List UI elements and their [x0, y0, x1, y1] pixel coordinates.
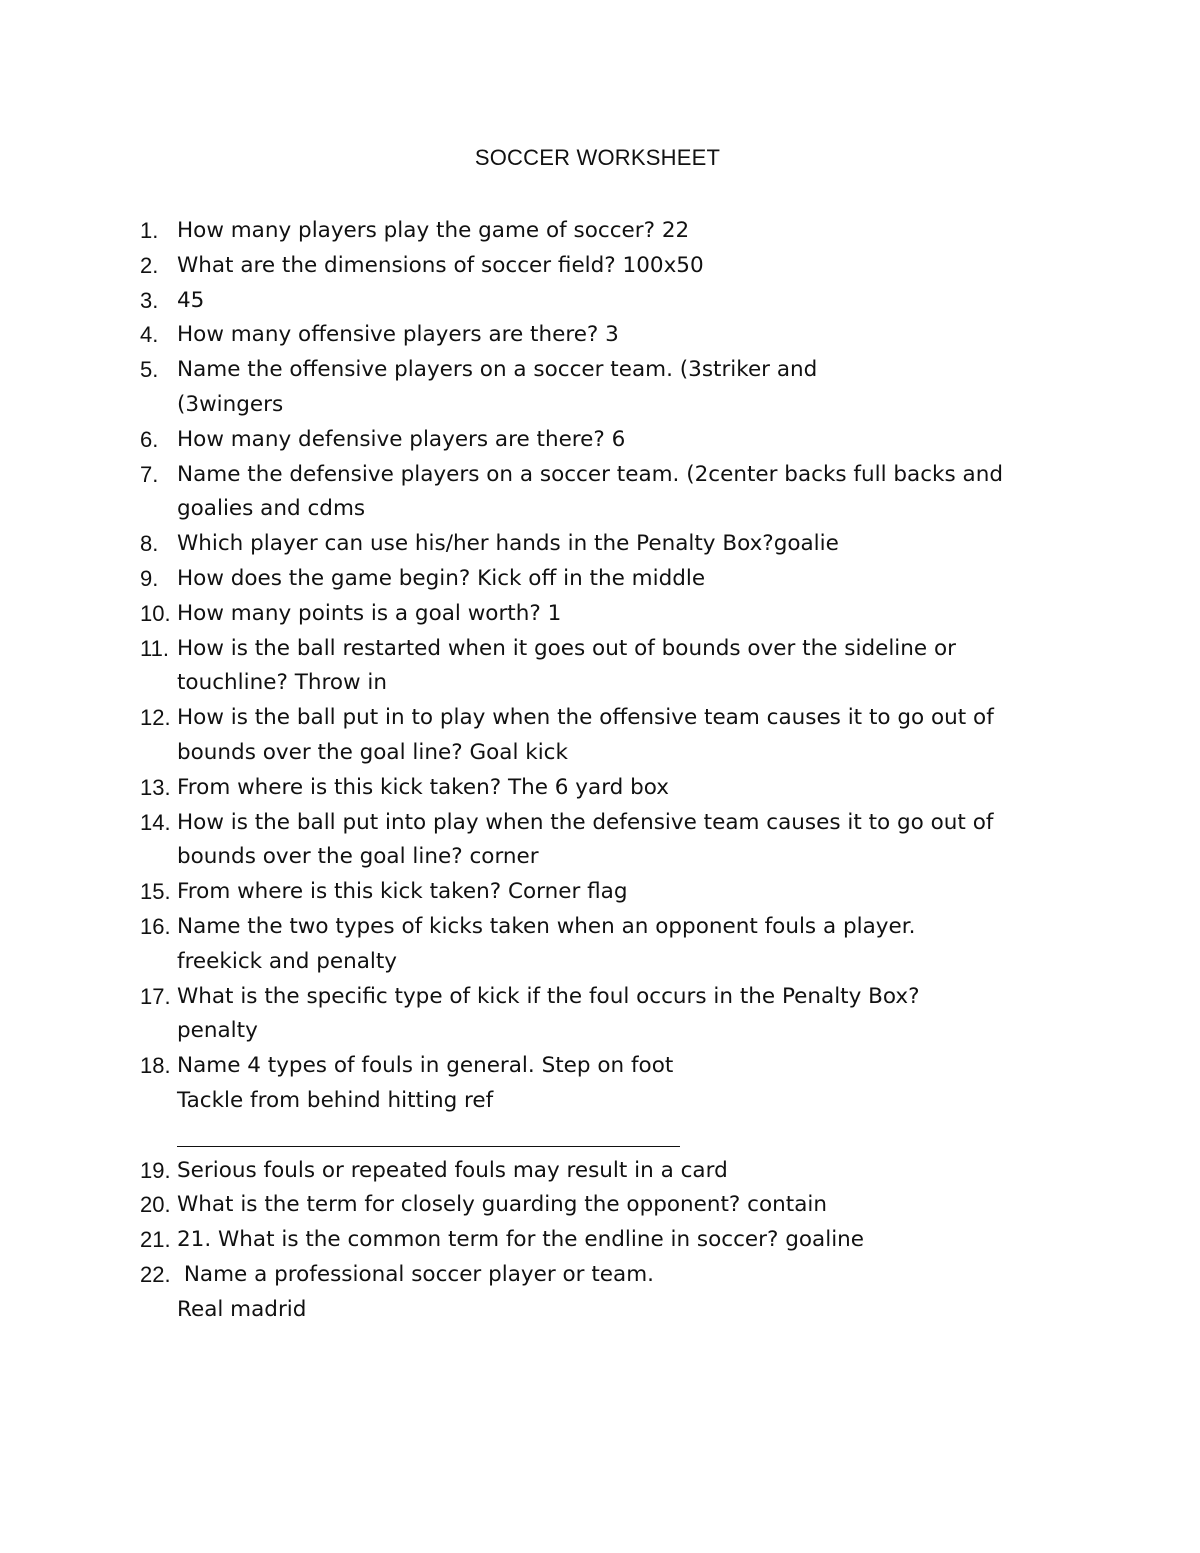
item-text: 45 [177, 287, 205, 313]
item-text-continued: freekick and penalty [177, 948, 398, 974]
item-number: 6. [140, 426, 159, 452]
list-item [140, 875, 1040, 910]
list-item [140, 1188, 1040, 1223]
item-text: How is the ball put into play when the defensive team causes it to go out of [177, 809, 994, 835]
item-text: How does the game begin? Kick off in the middle [177, 565, 706, 591]
item-number: 17. [140, 983, 171, 1009]
question-list [140, 214, 1040, 1328]
list-item [140, 527, 1040, 562]
item-number: 22. [140, 1261, 171, 1287]
list-item [140, 632, 1040, 702]
item-text: How many players play the game of soccer? 22 [177, 218, 690, 243]
item-text-continued: Real madrid [177, 1296, 307, 1322]
list-item [140, 318, 1040, 353]
item-text-continued: touchline? Throw in [177, 670, 388, 696]
item-number: 14. [140, 809, 171, 835]
list-item [140, 597, 1040, 632]
item-text: Name the offensive players on a soccer team. (3striker and [177, 357, 818, 383]
answer-blank-row [140, 1119, 1040, 1154]
item-text: What is the specific type of kick if the foul occurs in the Penalty Box? [177, 983, 920, 1009]
list-item [140, 214, 1040, 249]
list-item [140, 562, 1040, 597]
item-number: 4. [140, 322, 159, 348]
item-text: Name the two types of kicks taken when an opponent fouls a player. [177, 913, 916, 939]
item-number: 11. [140, 635, 169, 661]
item-number: 12. [140, 705, 171, 731]
item-text: Name the defensive players on a soccer team. (2center backs full backs and [177, 461, 1003, 487]
list-item [140, 284, 1040, 319]
item-number: 18. [140, 1053, 171, 1079]
item-text: Serious fouls or repeated fouls may result in a card [177, 1157, 728, 1183]
list-item [140, 1154, 1040, 1189]
item-text-continued: bounds over the goal line? Goal kick [177, 739, 568, 765]
item-number: 8. [140, 531, 159, 557]
list-item [140, 249, 1040, 284]
item-text-continued: bounds over the goal line? corner [177, 844, 539, 870]
item-number: 15. [140, 879, 171, 905]
item-number: 13. [140, 774, 171, 800]
list-item [140, 771, 1040, 806]
item-number: 19. [140, 1157, 171, 1183]
item-number: 7. [140, 461, 159, 487]
item-number: 16. [140, 913, 171, 939]
item-text: 21. What is the common term for the endline in soccer? goaline [177, 1227, 865, 1253]
item-text: How many defensive players are there? 6 [177, 426, 626, 452]
answer-blank-line [177, 1146, 680, 1147]
list-item [140, 1049, 1040, 1119]
item-number: 10. [140, 600, 171, 626]
item-text-continued: goalies and cdms [177, 496, 366, 522]
item-text: Which player can use his/her hands in the Penalty Box?goalie [177, 531, 839, 557]
list-item [140, 1223, 1040, 1258]
page-title: SOCCER WORKSHEET [474, 145, 721, 170]
item-text: How many points is a goal worth? 1 [177, 600, 562, 626]
item-number: 20. [140, 1192, 171, 1218]
item-text-continued: penalty [177, 1018, 258, 1044]
item-text: From where is this kick taken? Corner flag [177, 879, 628, 905]
list-item [140, 701, 1040, 771]
list-item [140, 980, 1040, 1050]
item-text: Name 4 types of fouls in general. Step on foot [177, 1053, 674, 1079]
item-text: What is the term for closely guarding the opponent? contain [177, 1192, 827, 1218]
list-item [140, 910, 1040, 980]
item-text: What are the dimensions of soccer field? 100x50 [177, 252, 704, 278]
item-text: From where is this kick taken? The 6 yard box [177, 774, 670, 800]
list-item [140, 1258, 1040, 1328]
item-number: 9. [140, 565, 159, 591]
list-item [140, 458, 1040, 528]
item-number: 21. [140, 1227, 171, 1253]
item-text-continued: Tackle from behind hitting ref [177, 1087, 494, 1113]
item-number: 3. [140, 287, 159, 313]
item-number: 1. [140, 218, 159, 243]
list-item [140, 423, 1040, 458]
item-text: How many offensive players are there? 3 [177, 322, 619, 348]
list-item [140, 353, 1040, 423]
item-number: 5. [140, 357, 159, 383]
item-number: 2. [140, 252, 159, 278]
item-text: How is the ball restarted when it goes out of bounds over the sideline or [177, 635, 956, 661]
list-item [140, 806, 1040, 876]
item-text-continued: (3wingers [177, 391, 284, 417]
item-text: Name a professional soccer player or team. [177, 1261, 654, 1287]
item-text: How is the ball put in to play when the offensive team causes it to go out of [177, 705, 994, 731]
